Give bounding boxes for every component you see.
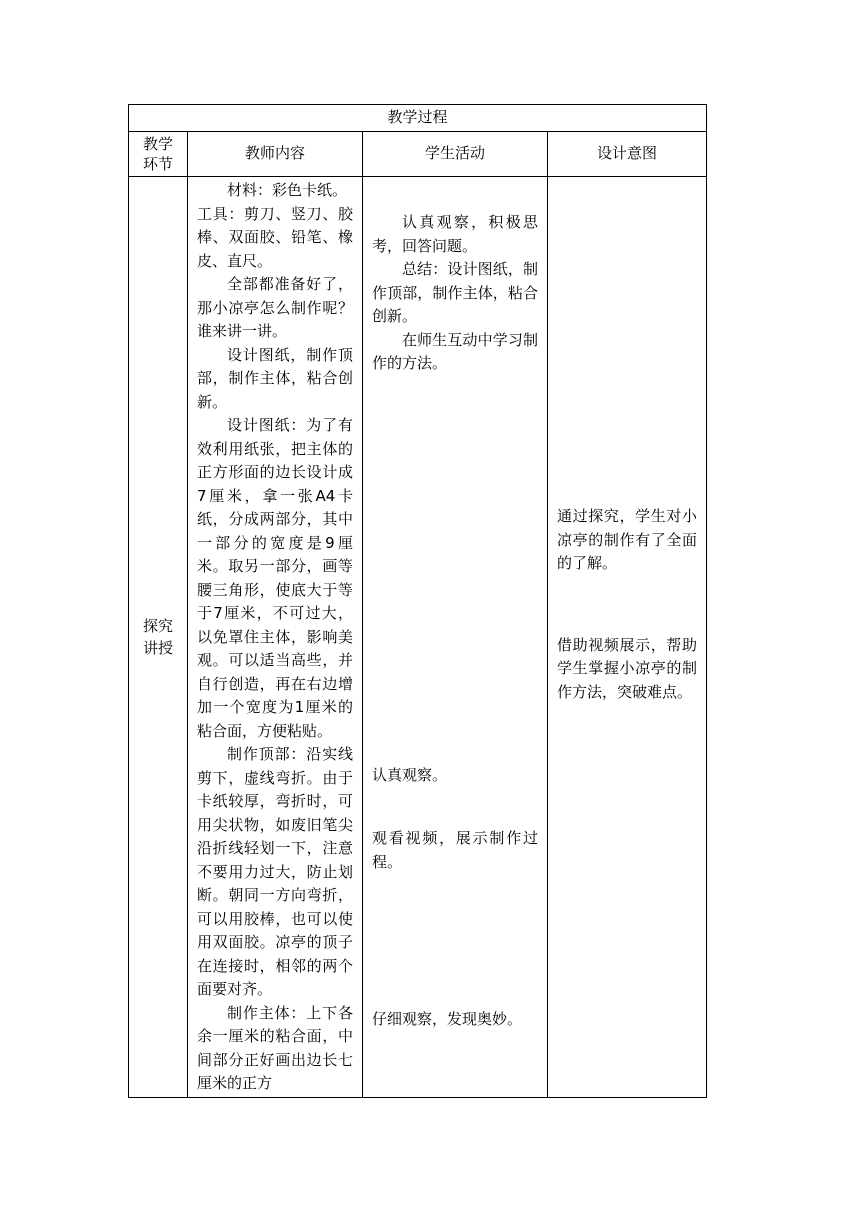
- teacher-paragraph: 材料：彩色卡纸。: [227, 181, 348, 199]
- teacher-paragraph: 制作顶部：沿实线剪下，虚线弯折。由于卡纸较厚，弯折时，可用尖状物，如废旧笔尖沿折线轻划一下，注意不要用力过大，防止划断。朝同一方向弯折，可以用胶棒，也可以使用双面胶。凉亭的顶子在连接时，相邻的两个面要对齐。: [197, 745, 353, 998]
- design-paragraph: 通过探究，学生对小凉亭的制作有了全面的了解。: [557, 507, 698, 572]
- header-step: 教学 环节: [129, 132, 188, 177]
- table-title: 教学过程: [129, 105, 707, 132]
- student-activity-cell: [363, 177, 548, 1098]
- teaching-process-table: [128, 104, 707, 1098]
- student-paragraph: 在师生互动中学习制作的方法。: [372, 330, 538, 372]
- teacher-paragraph: 设计图纸：为了有效利用纸张，把主体的正方形面的边长设计成7厘米，拿一张A4卡纸，分成两部分，其中一部分的宽度是9厘米。取另一部分，画等腰三角形，使底大于等于7厘米，不可过大，以免罩住主体，影响美观。可以适当高些，并自行创造，再在右边增加一个宽度为1厘米的粘合面，方便粘贴。: [197, 416, 353, 740]
- table-title-row: [129, 105, 707, 132]
- teacher-content-cell: [188, 177, 363, 1098]
- header-student: 学生活动: [363, 132, 548, 177]
- teacher-paragraph: 全部都准备好了，那小凉亭怎么制作呢？谁来讲一讲。: [197, 275, 353, 340]
- step-cell: 探究 讲授: [129, 177, 188, 1098]
- student-paragraph: 观看视频，展示制作过程。: [372, 829, 538, 871]
- teacher-paragraph: 工具：剪刀、竖刀、胶棒、双面胶、铅笔、橡皮、直尺。: [197, 204, 353, 270]
- student-paragraph: 认真观察。: [372, 765, 448, 784]
- header-teacher: 教师内容: [188, 132, 363, 177]
- header-design: 设计意图: [548, 132, 707, 177]
- student-paragraph: 仔细观察，发现奥妙。: [372, 1010, 523, 1028]
- table-row: [129, 177, 707, 1098]
- design-paragraph: 借助视频展示，帮助学生掌握小凉亭的制作方法，突破难点。: [557, 635, 698, 701]
- teacher-paragraph: 制作主体：上下各余一厘米的粘合面，中间部分正好画出边长七厘米的正方: [197, 1003, 353, 1092]
- design-intent-cell: [548, 177, 707, 1098]
- student-paragraph: 认真观察，积极思考，回答问题。: [372, 213, 538, 255]
- teacher-paragraph: 设计图纸，制作顶部，制作主体，粘合创新。: [197, 345, 353, 411]
- table-header-row: [129, 132, 707, 177]
- student-paragraph: 总结：设计图纸，制作顶部，制作主体，粘合创新。: [372, 260, 538, 325]
